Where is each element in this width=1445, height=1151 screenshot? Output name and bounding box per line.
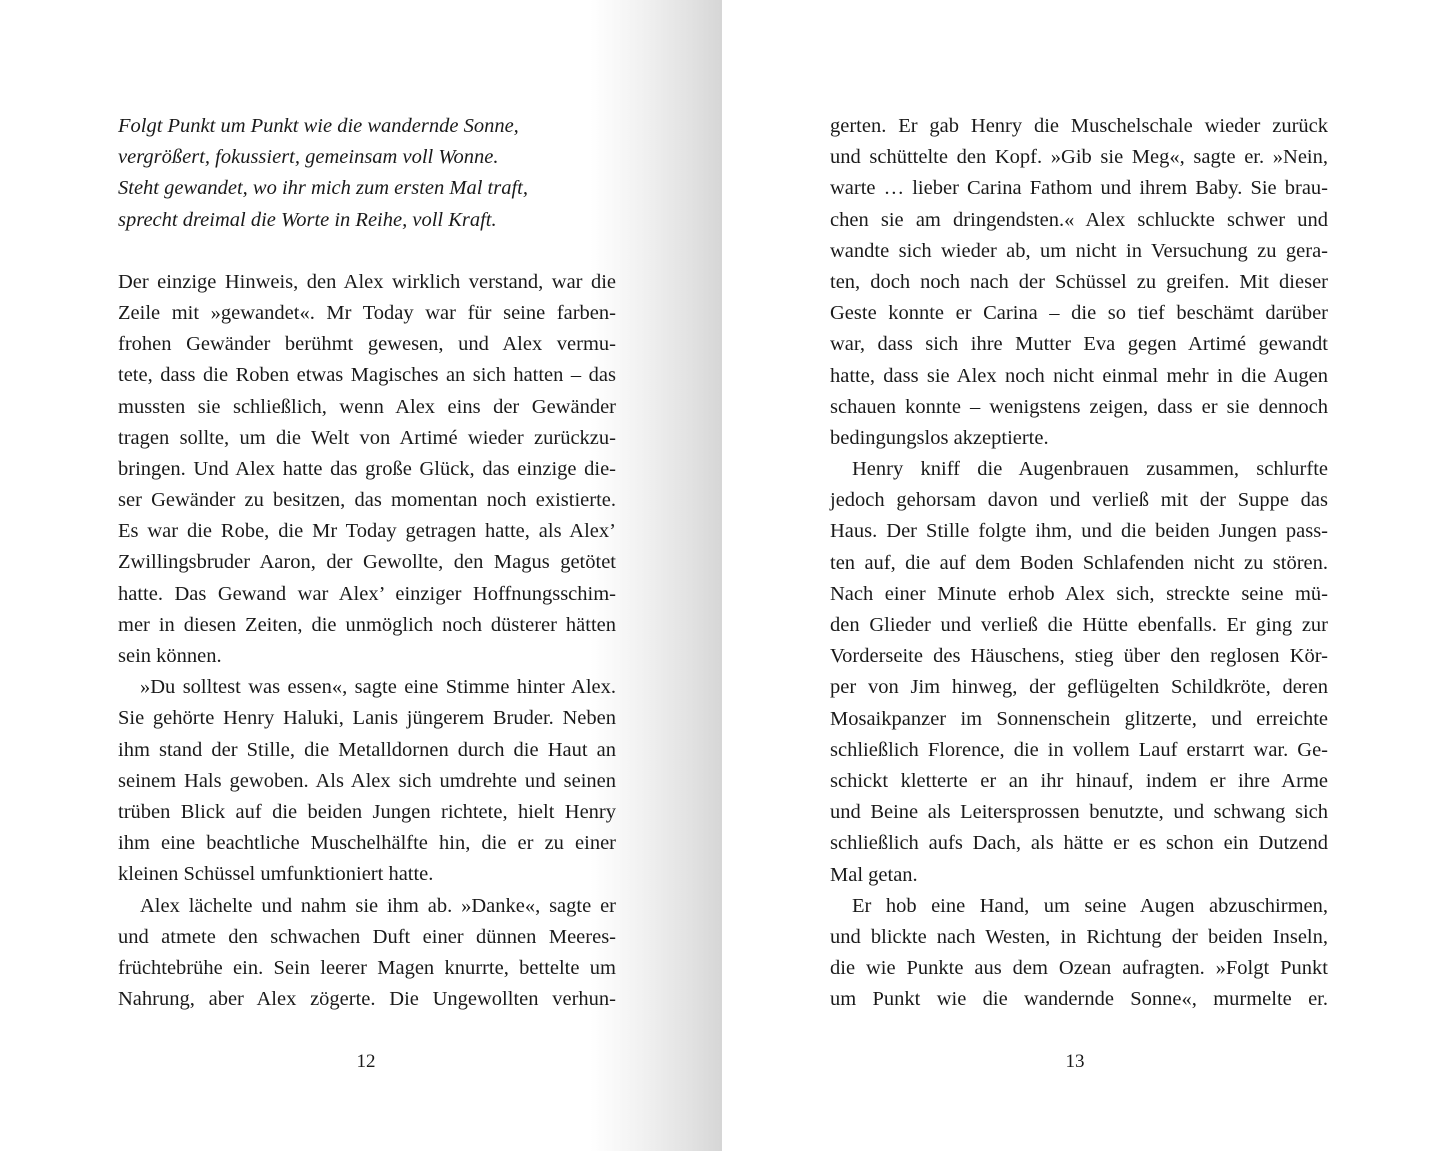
text-line: ten, doch noch nach der Schüssel zu greifen. Mit dieser xyxy=(830,270,1328,293)
text-line: wandte sich wieder ab, um nicht in Versuchung zu gera- xyxy=(830,239,1328,262)
right-paragraphs xyxy=(830,111,1328,1015)
text-line: schließlich aufs Dach, als hätte er es schon ein Dutzend xyxy=(830,832,1328,855)
text-line: war, dass sich ihre Mutter Eva gegen Artimé gewandt xyxy=(830,333,1328,356)
text-line: Zwillingsbruder Aaron, der Gewollte, den Magus getötet xyxy=(118,551,616,574)
text-line: Es war die Robe, die Mr Today getragen hatte, als Alex’ xyxy=(118,520,616,543)
text-line: jedoch gehorsam davon und verließ mit der Suppe das xyxy=(830,489,1328,512)
text-line: früchtebrühe ein. Sein leerer Magen knurrte, bettelte um xyxy=(118,956,616,979)
text-line: Henry kniff die Augenbrauen zusammen, schlurfte xyxy=(852,458,1328,481)
text-line: und schüttelte den Kopf. »Gib sie Meg«, sagte er. »Nein, xyxy=(830,146,1328,169)
text-line: Alex lächelte und nahm sie ihm ab. »Danke«, sagte er xyxy=(140,894,616,917)
text-line: Sie gehörte Henry Haluki, Lanis jüngerem Bruder. Neben xyxy=(118,707,616,730)
text-line: schickt kletterte er an ihr hinauf, indem er ihre Arme xyxy=(830,769,1328,792)
page-number-left: 12 xyxy=(356,1051,376,1072)
text-line: ten auf, die auf dem Boden Schlafenden nicht zu stören. xyxy=(830,551,1328,574)
text-line: hatte. Das Gewand war Alex’ einziger Hoffnungsschim- xyxy=(118,582,616,605)
text-line: Zeile mit »gewandet«. Mr Today war für seine farben- xyxy=(118,301,616,324)
paragraph xyxy=(118,267,616,672)
text-line: Er hob eine Hand, um seine Augen abzuschirmen, xyxy=(852,894,1328,917)
paragraph xyxy=(830,454,1328,891)
text-line: Vorderseite des Häuschens, stieg über den reglosen Kör- xyxy=(830,645,1328,668)
right-page xyxy=(722,0,1445,1151)
left-page-text xyxy=(118,111,616,1015)
text-line: schließlich Florence, die in vollem Lauf erstarrt war. Ge- xyxy=(830,738,1328,761)
text-line: Mal getan. xyxy=(830,863,918,886)
right-page-text xyxy=(830,111,1328,1015)
text-line: tete, dass die Roben etwas Magisches an sich hatten – das xyxy=(118,364,616,387)
verse-line: Steht gewandet, wo ihr mich zum ersten Mal traft, xyxy=(118,177,528,200)
text-line: seinem Hals gewoben. Als Alex sich umdrehte und seinen xyxy=(118,769,616,792)
verse-block xyxy=(118,111,616,236)
text-line: bedingungslos akzeptierte. xyxy=(830,426,1049,449)
text-line: und blickte nach Westen, in Richtung der beiden Inseln, xyxy=(830,925,1328,948)
text-line: ser Gewänder zu besitzen, das momentan noch existierte. xyxy=(118,489,616,512)
text-line: Der einzige Hinweis, den Alex wirklich verstand, war die xyxy=(118,270,616,293)
text-line: chen sie am dringendsten.« Alex schluckte schwer und xyxy=(830,208,1328,231)
left-page xyxy=(0,0,722,1151)
text-line: hatte, dass sie Alex noch nicht einmal mehr in die Augen xyxy=(830,364,1328,387)
text-line: Nach einer Minute erhob Alex sich, streckte seine mü- xyxy=(830,582,1328,605)
text-line: und Beine als Leitersprossen benutzte, und schwang sich xyxy=(830,801,1328,824)
text-line: tragen sollte, um die Welt von Artimé wieder zurückzu- xyxy=(118,426,616,449)
text-line: Mosaikpanzer im Sonnenschein glitzerte, und erreichte xyxy=(830,707,1328,730)
left-paragraphs xyxy=(118,267,616,1016)
text-line: sein können. xyxy=(118,645,222,667)
paragraph xyxy=(830,891,1328,1016)
text-line: per von Jim hinweg, der geflügelten Schildkröte, deren xyxy=(830,676,1328,699)
text-line: trüben Blick auf die beiden Jungen richtete, hielt Henry xyxy=(118,800,616,823)
verse-line: vergrößert, fokussiert, gemeinsam voll Wonne. xyxy=(118,146,499,169)
text-line: Haus. Der Stille folgte ihm, und die beiden Jungen pass- xyxy=(830,520,1328,543)
paragraph xyxy=(118,891,616,1016)
text-line: mer in diesen Zeiten, die unmöglich noch düsterer hätten xyxy=(118,613,616,636)
text-line: warte … lieber Carina Fathom und ihrem Baby. Sie brau- xyxy=(830,177,1328,200)
text-line: die wie Punkte aus dem Ozean aufragten. »Folgt Punkt xyxy=(830,957,1328,980)
text-line: gerten. Er gab Henry die Muschelschale wieder zurück xyxy=(830,115,1328,137)
text-line: und atmete den schwachen Duft einer dünnen Meeres- xyxy=(118,925,616,948)
verse-line: Folgt Punkt um Punkt wie die wandernde Sonne, xyxy=(118,115,519,137)
text-line: ihm eine beachtliche Muschelhälfte hin, die er zu einer xyxy=(118,832,616,855)
page-number-right: 13 xyxy=(1065,1051,1085,1072)
text-line: den Glieder und verließ die Hütte ebenfalls. Er ging zur xyxy=(830,614,1328,636)
text-line: Geste konnte er Carina – die so tief beschämt darüber xyxy=(830,302,1328,325)
text-line: kleinen Schüssel umfunktioniert hatte. xyxy=(118,863,434,886)
paragraph xyxy=(830,111,1328,454)
text-line: bringen. Und Alex hatte das große Glück, das einzige die- xyxy=(118,457,616,480)
text-line: ihm stand der Stille, die Metalldornen durch die Haut an xyxy=(118,738,616,761)
text-line: »Du solltest was essen«, sagte eine Stimme hinter Alex. xyxy=(140,676,616,699)
text-line: mussten sie schließlich, wenn Alex eins der Gewänder xyxy=(118,395,616,418)
paragraph xyxy=(118,672,616,890)
verse-line: sprecht dreimal die Worte in Reihe, voll Kraft. xyxy=(118,208,497,231)
text-line: um Punkt wie die wandernde Sonne«, murmelte er. xyxy=(830,988,1328,1011)
text-line: frohen Gewänder berühmt gewesen, und Alex vermu- xyxy=(118,333,616,356)
text-line: schauen konnte – wenigstens zeigen, dass er sie dennoch xyxy=(830,395,1328,418)
text-line: Nahrung, aber Alex zögerte. Die Ungewollten verhun- xyxy=(118,988,616,1011)
